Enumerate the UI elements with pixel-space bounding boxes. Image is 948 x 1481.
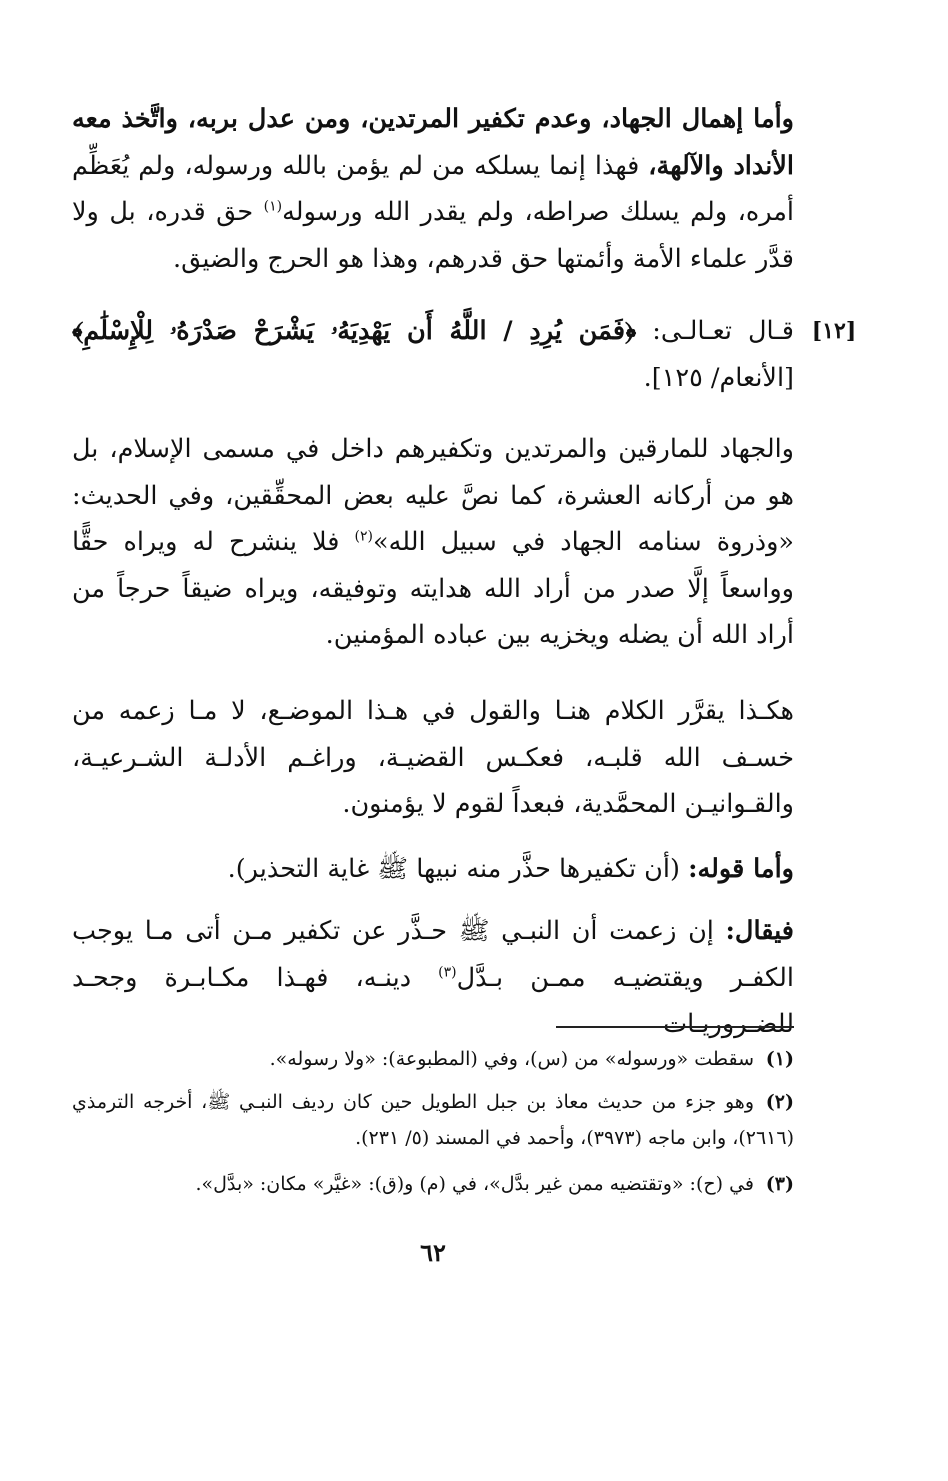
paragraph-4-text: (أن تكفيرها حذَّر منه نبيها ﷺ غاية التحذير). — [227, 854, 689, 884]
paragraph-2 — [72, 426, 794, 659]
verse-text: ﴿فَمَن يُرِدِ / اللَّهُ أَن يَهْدِيَهُۥ يَشْرَحْ صَدْرَهُۥ لِلْإِسْلَٰمِ﴾ — [72, 316, 637, 346]
footnote-ref-3: (٣) — [438, 964, 457, 980]
footnote-2 — [72, 1084, 794, 1156]
book-page — [72, 96, 857, 1396]
paragraph-4 — [72, 846, 794, 893]
paragraph-1 — [72, 96, 794, 282]
footnote-1 — [72, 1041, 794, 1077]
verse-intro: قـال تعـالـى: — [636, 316, 794, 346]
footnote-2-text: وهو جزء من حديث معاذ بن جبل الطويل حين كان رديف النبـي ﷺ، أخرجه الترمذي (٢٦١٦)، وابن ماجه (٣٩٧٣)، وأحمد في المسند (٥/ ٢٣١). — [72, 1091, 794, 1149]
footnote-ref-2: (٢) — [354, 528, 374, 545]
footnote-3 — [72, 1166, 794, 1202]
paragraph-5-text-b: دينـه، فهـذا مكـابـرة وجحـد للضـروريـات — [72, 962, 794, 1039]
footnote-1-number: (١) — [765, 1048, 794, 1070]
quran-verse — [72, 308, 794, 401]
verse-number: [١٢] — [811, 318, 857, 344]
paragraph-1-bold-lead: وأما إهمال الجهاد، وعدم تكفير المرتدين، ومن عدل بربه، واتَّخذ معه الأنداد والآلهة، — [72, 104, 794, 181]
paragraph-1-text-b: حق قدره، بل ولا قدَّر علماء الأمة وأئمتها حق قدرهم، وهذا هو الحرج والضيق. — [72, 197, 794, 274]
paragraph-5-text-a: إن زعمت أن النبـي ﷺ حـذَّر عن تكفير مـن أتى مـا يوجب الكفـر ويقتضيـه ممـن بـدَّل — [72, 916, 794, 993]
paragraph-4-bold-lead: وأما قوله: — [688, 854, 794, 884]
footnote-1-text: سقطت «ورسوله» من (س)، وفي (المطبوعة): «ولا رسوله». — [269, 1048, 754, 1070]
paragraph-2-text-a: والجهاد للمارقين والمرتدين وتكفيرهم داخل في مسمى الإسلام، بل هو من أركانه العشرة، كما نصَّ عليه بعض المحقِّقين، وفي الحديث: «وذروة سنامه الجهاد في سبيل الله» — [72, 434, 794, 557]
paragraph-5-bold-lead: فيقال: — [725, 916, 794, 946]
paragraph-2-text-b: فلا ينشرح له ويراه حقًّا وواسعاً إلَّا صدر من أراد الله هدايته وتوفيقه، ويراه ضيقاً حرجاً من أراد الله أن يضله ويخزيه بين عباده المؤمنين. — [72, 527, 794, 650]
footnote-3-text: في (ح): «وتقتضيه ممن غير بدَّل»، في (م) و(ق): «غيَّر» مكان: «بدَّل». — [195, 1173, 754, 1195]
paragraph-3: هكـذا يقرَّر الكلام هنـا والقول في هـذا الموضـع، لا مـا زعمه من خسـف الله قلبـه، فعكـس القضيـة، وراغـم الأدلـة الشـرعيـة، والقـوانيـن المحمَّدية، فبعداً لقوم لا يؤمنون. — [72, 696, 794, 819]
paragraph-1-text-a: فهذا إنما يسلكه من لم يؤمن بالله ورسوله، ولم يُعَظِّم أمره، ولم يسلك صراطه، ولم يقدر الله ورسوله — [72, 150, 795, 227]
page-number: ٦٢ — [420, 1238, 446, 1267]
verse-reference: [الأنعام/ ١٢٥]. — [643, 362, 794, 393]
footnote-3-number: (٣) — [765, 1173, 794, 1195]
footnote-divider — [556, 1026, 794, 1028]
footnote-ref-1: (١) — [263, 198, 283, 215]
footnote-2-number: (٢) — [765, 1091, 794, 1113]
